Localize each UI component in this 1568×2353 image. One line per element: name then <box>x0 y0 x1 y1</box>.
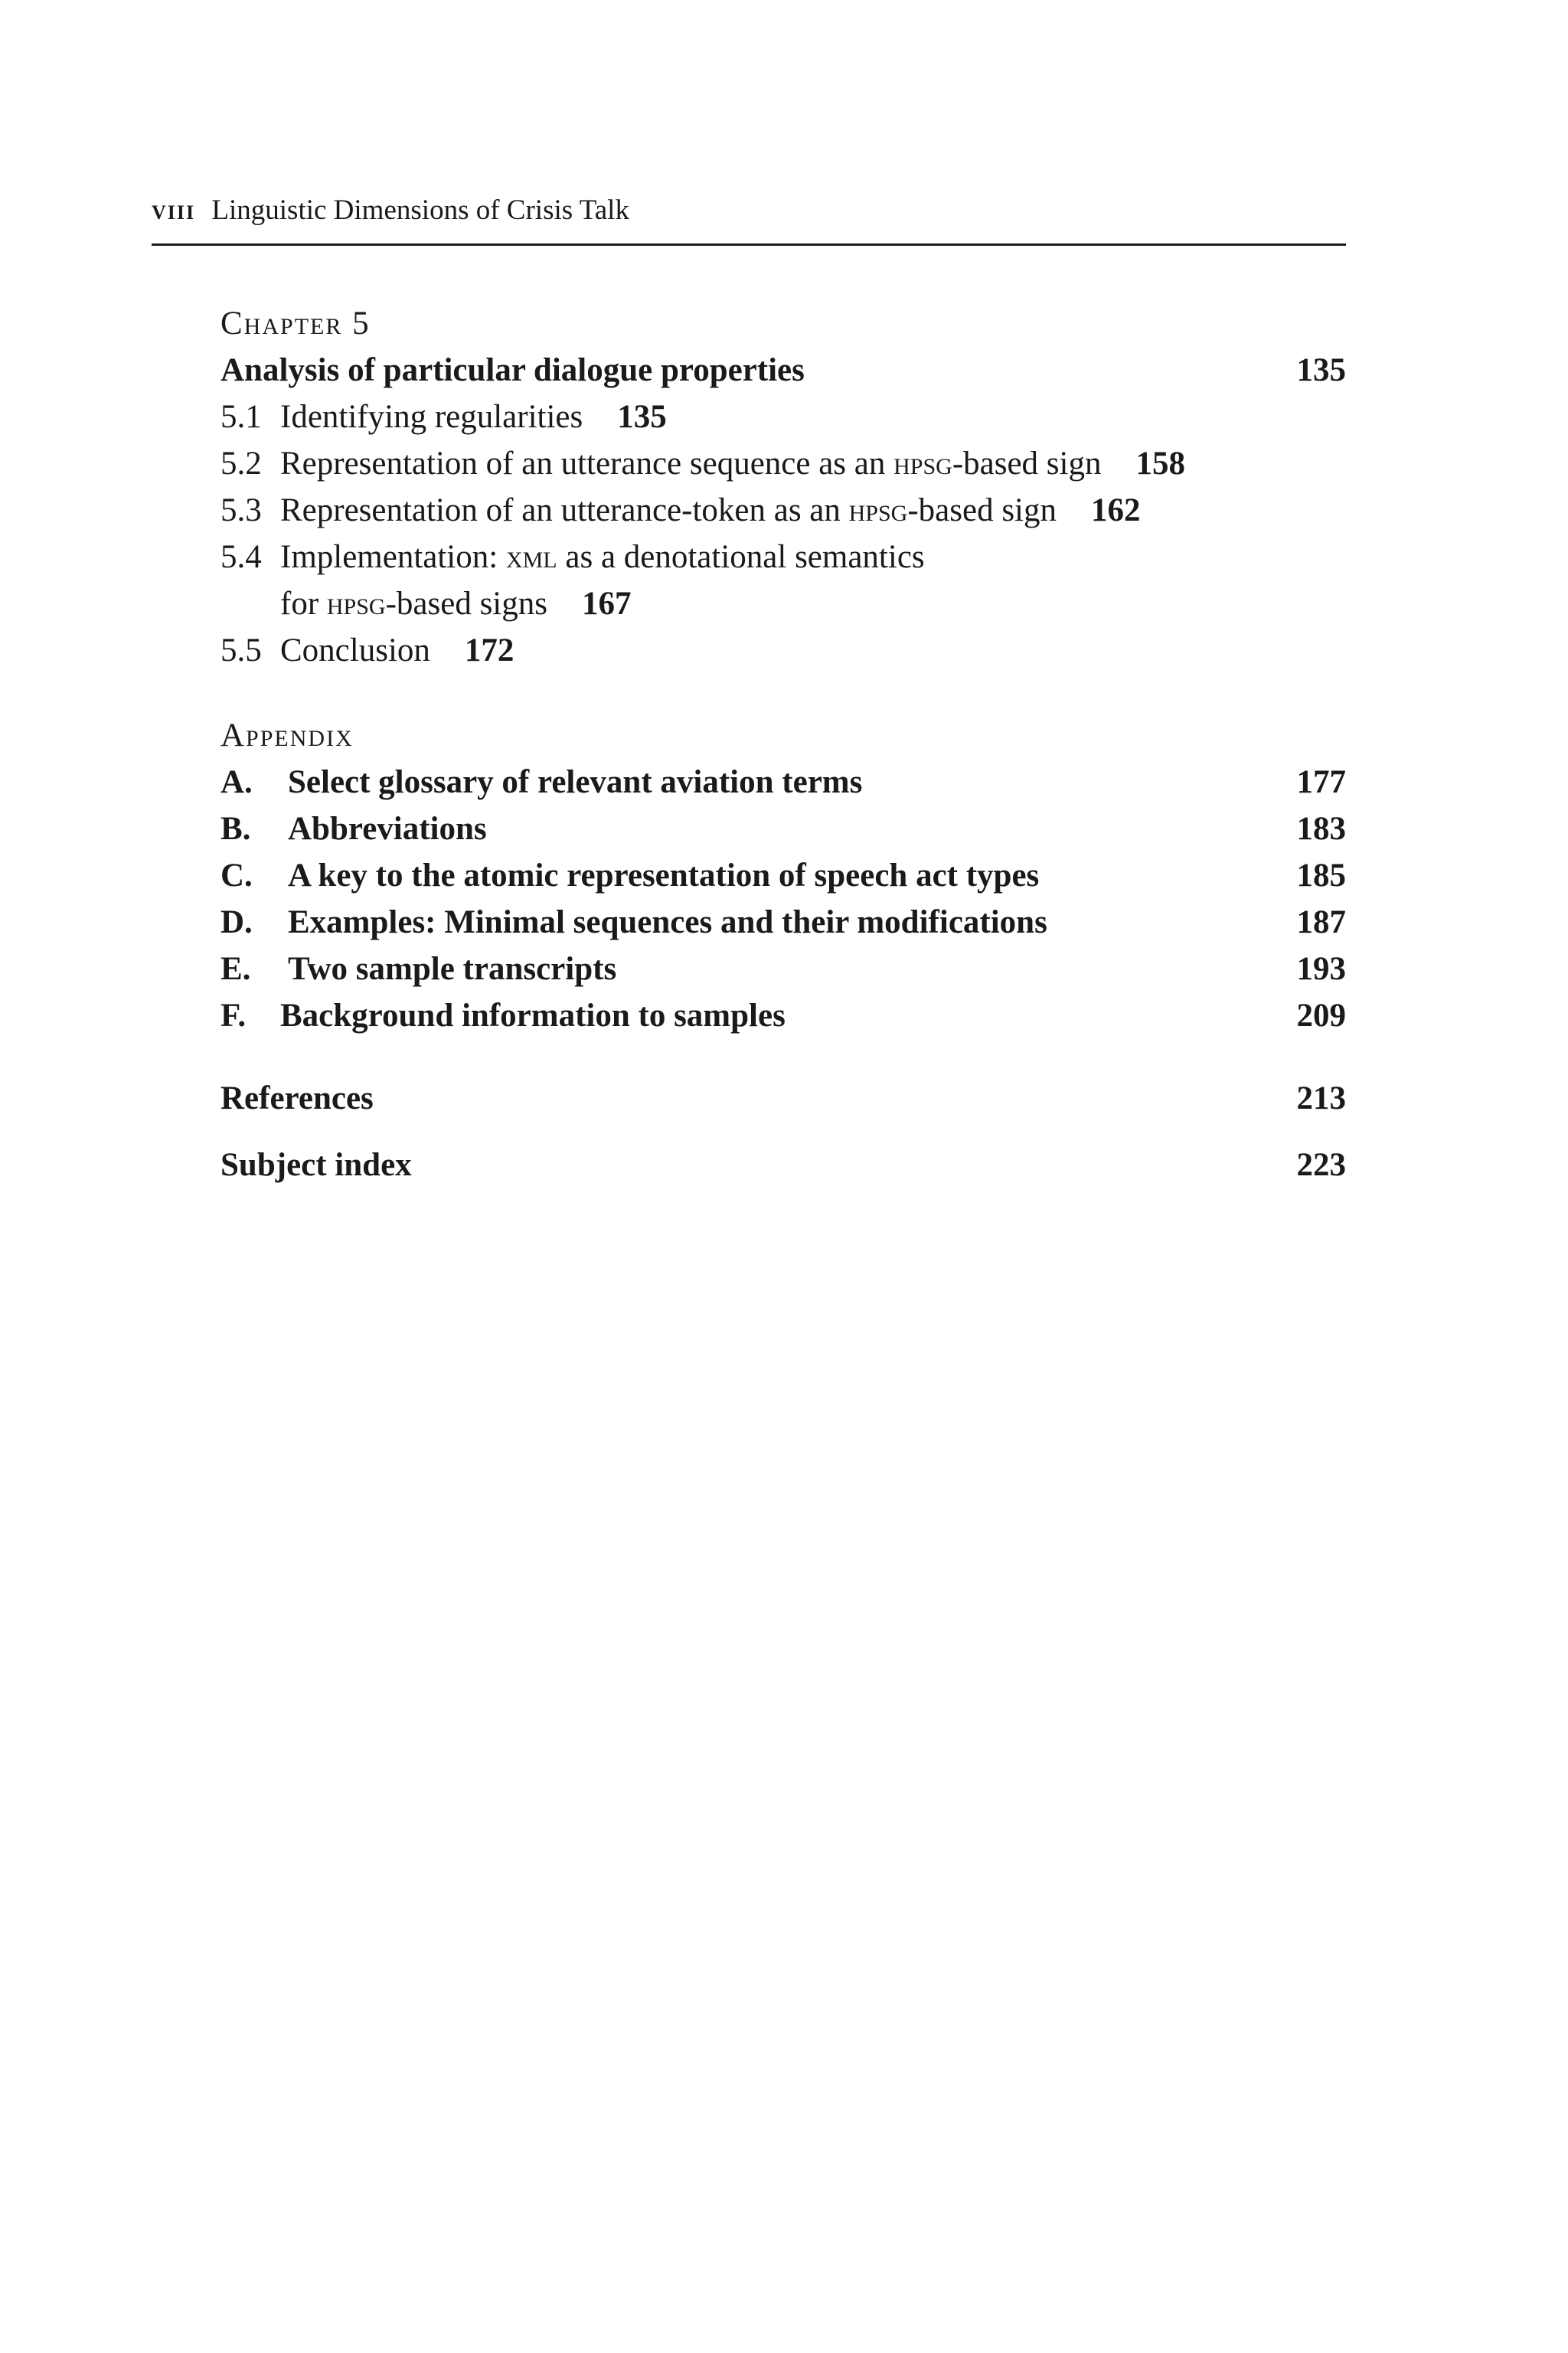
section-page: 135 <box>617 399 667 435</box>
appendix-title: Abbreviations <box>288 811 487 847</box>
section-title: Representation of an utterance-token as an hpsg-based sign <box>280 492 1057 528</box>
appendix-label: Appendix <box>220 717 354 753</box>
section-number: 5.4 <box>220 539 262 575</box>
appendix-page: 183 <box>1296 811 1346 847</box>
section-title: Implementation: xml as a denotational semantics <box>280 539 925 575</box>
appendix-item-a <box>220 759 1346 806</box>
subject-index-title: Subject index <box>220 1147 412 1183</box>
toc-section-5-2 <box>220 440 1346 487</box>
appendix-letter: F. <box>220 998 247 1034</box>
appendix-letter: C. <box>220 858 253 894</box>
section-number: 5.2 <box>220 446 262 482</box>
appendix-page: 193 <box>1296 951 1346 987</box>
toc-appendix <box>220 712 1346 1039</box>
subject-index-page: 223 <box>1296 1147 1346 1183</box>
appendix-page: 177 <box>1296 764 1346 800</box>
section-title: Identifying regularities <box>280 399 583 435</box>
section-page: 172 <box>464 632 514 668</box>
toc-section-5-4 <box>220 534 1346 580</box>
toc-section-5-3 <box>220 487 1346 534</box>
toc-subject-index <box>220 1142 1346 1188</box>
appendix-letter: E. <box>220 951 251 987</box>
book-title: Linguistic Dimensions of Crisis Talk <box>211 194 629 226</box>
appendix-title: Examples: Minimal sequences and their modifications <box>288 904 1047 940</box>
appendix-letter: A. <box>220 764 253 800</box>
section-number: 5.5 <box>220 632 262 668</box>
toc-section-5-5 <box>220 627 1346 674</box>
appendix-title: Two sample transcripts <box>288 951 617 987</box>
appendix-title: A key to the atomic representation of speech act types <box>288 858 1040 894</box>
section-title: Representation of an utterance sequence as an hpsg-based sign <box>280 446 1102 482</box>
appendix-title: Background information to samples <box>280 998 786 1034</box>
section-number: 5.1 <box>220 399 262 435</box>
section-page: 158 <box>1135 446 1185 482</box>
page-folio: viii <box>152 194 196 226</box>
section-title: for hpsg-based signs <box>280 586 547 622</box>
chapter-label: Chapter 5 <box>220 306 371 342</box>
toc-section-5-4-continued <box>220 580 1346 627</box>
appendix-item-f <box>220 992 1346 1039</box>
toc-references <box>220 1075 1346 1122</box>
appendix-page: 185 <box>1296 858 1346 894</box>
references-page: 213 <box>1296 1080 1346 1116</box>
section-number: 5.3 <box>220 492 262 528</box>
appendix-page: 187 <box>1296 904 1346 940</box>
section-title: Conclusion <box>280 632 430 668</box>
section-page: 162 <box>1091 492 1141 528</box>
chapter-page: 135 <box>1296 352 1346 388</box>
running-head <box>152 191 1346 230</box>
toc-section-5-1 <box>220 394 1346 440</box>
toc-chapter-5 <box>220 300 1346 674</box>
chapter-title-row <box>220 347 1346 394</box>
appendix-page: 209 <box>1296 998 1346 1034</box>
references-title: References <box>220 1080 374 1116</box>
appendix-item-b <box>220 806 1346 852</box>
appendix-letter: D. <box>220 904 253 940</box>
chapter-title: Analysis of particular dialogue properties <box>220 352 805 388</box>
appendix-item-d <box>220 899 1346 946</box>
toc-back-matter <box>220 1075 1346 1188</box>
header-rule <box>152 243 1346 246</box>
appendix-title: Select glossary of relevant aviation terms <box>288 764 863 800</box>
section-page: 167 <box>581 586 632 622</box>
appendix-item-e <box>220 946 1346 992</box>
appendix-letter: B. <box>220 811 251 847</box>
appendix-item-c <box>220 852 1346 899</box>
